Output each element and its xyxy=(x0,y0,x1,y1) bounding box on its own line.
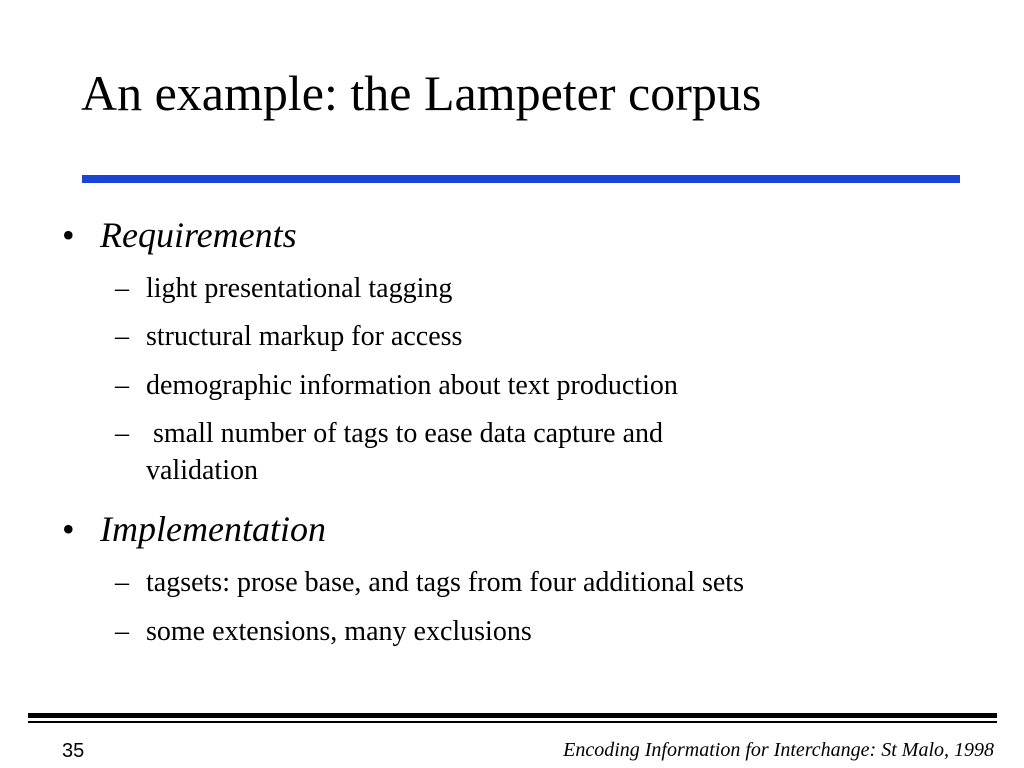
list-item-requirements xyxy=(62,217,297,253)
list-item-text: structural markup for access xyxy=(146,321,463,352)
footer-divider xyxy=(28,713,997,718)
dash-icon: – xyxy=(115,370,129,401)
list-item-text: demographic information about text production xyxy=(146,370,678,401)
list-item xyxy=(115,415,663,489)
list-item xyxy=(115,270,452,307)
footer-caption: Encoding Information for Interchange: St Malo, 1998 xyxy=(563,739,994,761)
list-item-text: tagsets: prose base, and tags from four additional sets xyxy=(146,567,744,598)
section-heading: Implementation xyxy=(100,509,326,549)
bullet-icon: • xyxy=(62,215,75,255)
list-item-implementation xyxy=(62,511,326,547)
dash-icon: – xyxy=(115,273,129,304)
list-item xyxy=(115,367,678,404)
dash-icon: – xyxy=(115,567,129,598)
list-item-text: small number of tags to ease data capture and xyxy=(146,418,664,449)
slide-number: 35 xyxy=(62,740,85,762)
section-heading: Requirements xyxy=(100,215,297,255)
list-item xyxy=(115,613,532,650)
dash-icon: – xyxy=(115,321,129,352)
title-divider xyxy=(82,175,960,183)
list-item xyxy=(115,318,462,355)
list-item-text: some extensions, many exclusions xyxy=(146,616,532,647)
slide-title: An example: the Lampeter corpus xyxy=(81,65,762,121)
dash-icon: – xyxy=(115,616,129,647)
list-item xyxy=(115,564,744,601)
list-item-continuation: validation xyxy=(146,455,258,486)
bullet-icon: • xyxy=(62,509,75,549)
dash-icon: – xyxy=(115,418,129,449)
footer-divider-thin xyxy=(28,721,997,723)
list-item-text: light presentational tagging xyxy=(146,273,453,304)
